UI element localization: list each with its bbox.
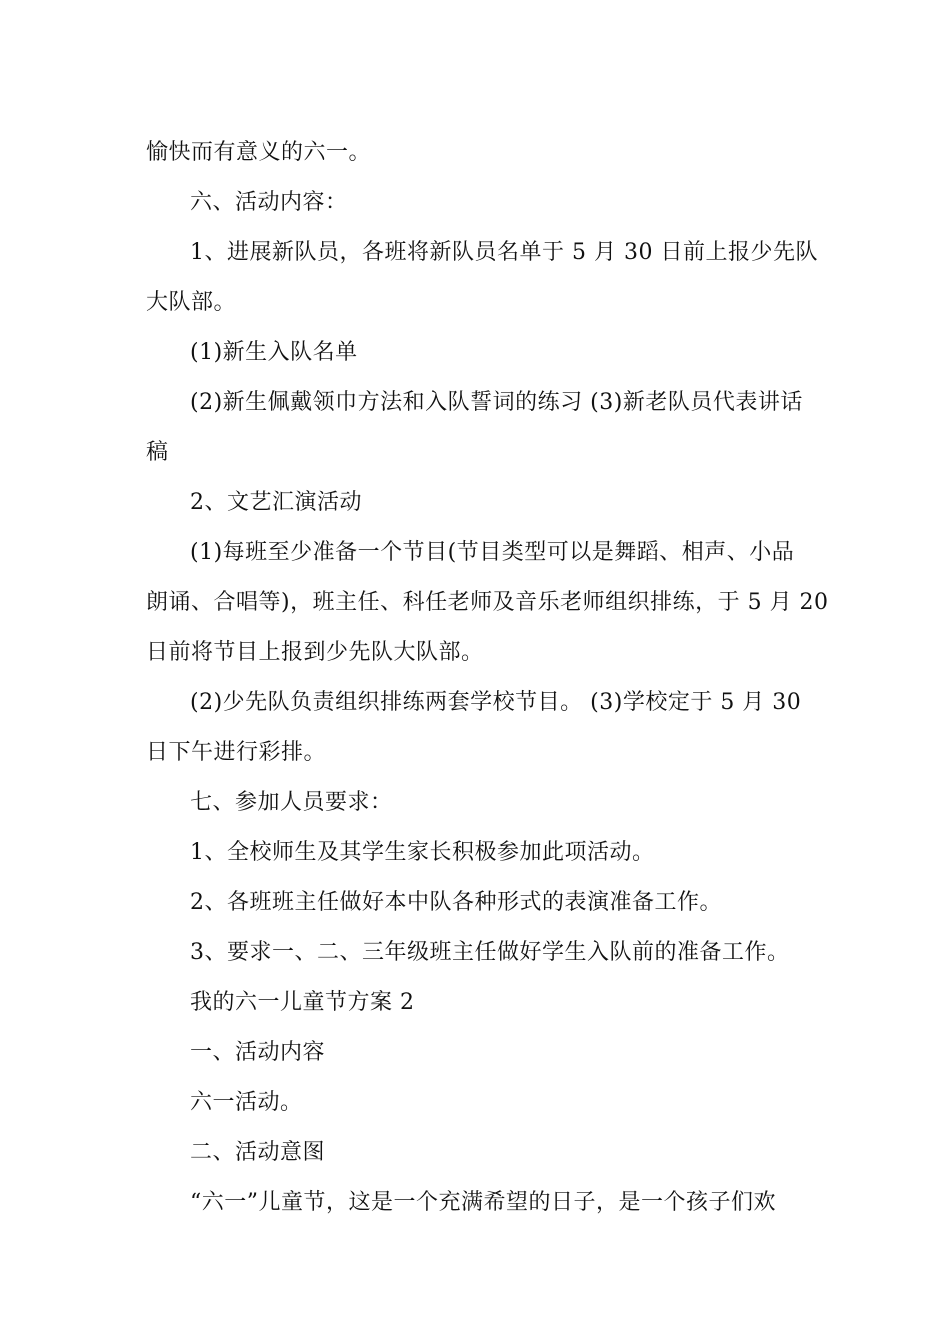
text-line: 稿 <box>146 440 169 465</box>
text-line: 日下午进行彩排。 <box>146 740 327 765</box>
text-line: 3、要求一、二、三年级班主任做好学生入队前的准备工作。 <box>190 940 790 965</box>
section-heading: 六、活动内容： <box>190 190 348 215</box>
section-heading: 我的六一儿童节方案 2 <box>190 990 415 1015</box>
section-heading: 一、活动内容 <box>190 1040 326 1065</box>
text-line: (2)新生佩戴领巾方法和入队誓词的练习 (3)新老队员代表讲话 <box>190 390 803 415</box>
text-line: 朗诵、合唱等)，班主任、科任老师及音乐老师组织排练，于 5 月 20 <box>146 590 829 615</box>
text-line: (1)每班至少准备一个节目(节目类型可以是舞蹈、相声、小品 <box>190 540 795 565</box>
section-heading: 二、活动意图 <box>190 1140 326 1165</box>
text-line: 愉快而有意义的六一。 <box>146 140 372 165</box>
text-line: “六一”儿童节，这是一个充满希望的日子，是一个孩子们欢 <box>190 1190 776 1215</box>
text-line: 大队部。 <box>146 290 237 315</box>
text-line: 2、文艺汇演活动 <box>190 490 362 515</box>
text-line: 日前将节目上报到少先队大队部。 <box>146 640 484 665</box>
text-line: 1、进展新队员，各班将新队员名单于 5 月 30 日前上报少先队 <box>190 240 818 265</box>
text-line: 六一活动。 <box>190 1090 303 1115</box>
section-heading: 七、参加人员要求： <box>190 790 393 815</box>
text-line: 1、全校师生及其学生家长积极参加此项活动。 <box>190 840 655 865</box>
text-line: (2)少先队负责组织排练两套学校节目。 (3)学校定于 5 月 30 <box>190 690 802 715</box>
text-line: 2、各班班主任做好本中队各种形式的表演准备工作。 <box>190 890 722 915</box>
text-line: (1)新生入队名单 <box>190 340 358 365</box>
